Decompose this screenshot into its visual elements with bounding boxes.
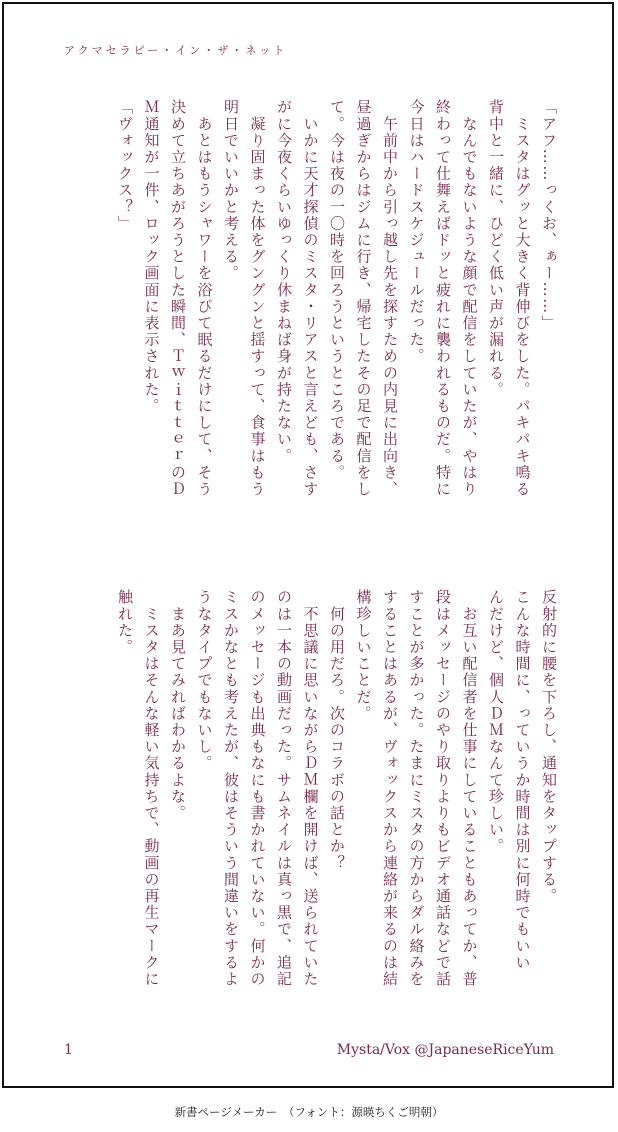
text-line: 構珍しいことだ。 (354, 589, 373, 722)
text-line: 触れた。 (116, 589, 134, 656)
text-line: すことが多かった。たまにミスタの方からダル絡みを (407, 589, 426, 988)
text-line: 昼過ぎからはジムに行き、帰宅したその足で配信をし (354, 99, 373, 498)
text-line: て。今は夜の一〇時を回ろうというところである。 (328, 99, 346, 481)
text-line: お互い配信者を仕事にしていることもあってか、普 (460, 589, 479, 988)
text-line: 凝り固まった体をグングンと揺すって、食事はもう (248, 99, 267, 498)
text-line: んだけど、個人ＤＭなんて珍しい。 (487, 589, 505, 855)
text-line: ミスかなとも考えたが、彼はそういう間違いをするよ (222, 589, 240, 988)
text-line: 決めて立ちあがろうとした瞬間、ＴｗｉｔｔｅｒのＤ (169, 99, 187, 498)
generator-caption: 新書ページメーカー （フォント：源暎ちくご明朝） (174, 1105, 444, 1119)
text-line: うなタイプでもないし。 (195, 589, 214, 772)
text-line: 午前中から引っ越し先を探すための内見に出向き、 (381, 99, 399, 498)
text-line: 反射的に腰を下ろし、通知をタップする。 (540, 589, 558, 905)
text-line: 「ヴォックス？」 (116, 99, 134, 232)
text-line: Ｍ通知が一件、ロック画面に表示された。 (142, 99, 161, 415)
running-header-title: アクマセラピー・イン・ザ・ネット (64, 44, 288, 57)
text-line: することはあるが、ヴォックスから連絡が来るのは結 (381, 589, 399, 988)
text-line: こんな時間に、っていうか時間は別に何時でもいい (513, 589, 532, 971)
text-line: いかに天才探偵のミスタ・リアスと言えども、さす (301, 99, 320, 498)
text-line: ミスタはグッと大きく背伸びをした。パキパキ鳴る (513, 99, 532, 498)
text-line: 不思議に思いながらＤＭ欄を開けば、送られていた (301, 589, 320, 988)
text-line: 段はメッセージのやり取りよりもビデオ通話などで話 (434, 589, 452, 988)
author-credit: Mysta/Vox @JapaneseRiceYum (336, 1042, 554, 1058)
text-line: なんでもないような顔で配信をしていたが、やはり (460, 99, 479, 498)
text-line: 何の用だろ。次のコラボの話とか？ (328, 589, 346, 872)
text-block-lower (52, 589, 562, 1029)
text-line: 「アフ……っくお、ぁー……」 (540, 99, 558, 332)
text-line: ミスタはそんな軽い気持ちで、動画の再生マークに (142, 589, 161, 988)
manuscript-page (2, 2, 614, 1088)
text-line: のは一本の動画だった。サムネイルは真っ黒で、追記 (275, 589, 293, 988)
text-line: 背中と一緒に、ひどく低い声が漏れる。 (487, 99, 505, 398)
text-line: 今日はハードスケジュールだった。 (407, 99, 426, 365)
text-line: あとはもうシャワーを浴びて眠るだけにして、そう (195, 99, 214, 498)
text-line: 終わって仕舞えばドッと疲れに襲われるものだ。特に (434, 99, 452, 498)
page-number: 1 (64, 1042, 73, 1058)
text-line: まあ見てみればわかるよな。 (169, 589, 187, 822)
text-line: がに今夜くらいゆっくり休まねば身が持たない。 (275, 99, 293, 465)
text-line: 明日でいいかと考える。 (222, 99, 240, 282)
text-line: のメッセージも出典もなにも書かれていない。何かの (248, 589, 267, 988)
text-block-upper (52, 99, 562, 539)
